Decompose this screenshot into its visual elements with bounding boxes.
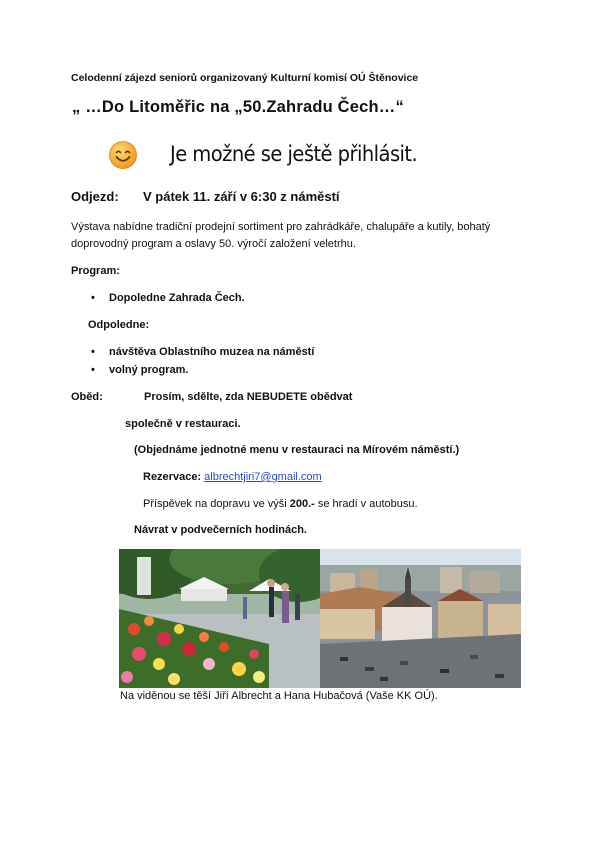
town-square-photo: [320, 549, 521, 688]
return-note: Návrat v podvečerních hodinách.: [134, 524, 307, 536]
trip-header: Celodenní zájezd seniorů organizovaný Kulturní komisí OÚ Štěnovice: [71, 72, 419, 84]
afternoon-label: Odpoledne:: [88, 319, 150, 331]
bullet-dot: •: [91, 292, 95, 304]
program-item-text: návštěva Oblastního muzea na náměstí: [109, 346, 315, 358]
lunch-label: Oběd:: [71, 391, 103, 403]
program-item-text: Dopoledne Zahrada Čech.: [109, 292, 245, 304]
reservation-label: Rezervace:: [143, 471, 202, 483]
signature-line: Na viděnou se těší Jiří Albrecht a Hana Hubačová (Vaše KK OÚ).: [120, 690, 438, 702]
contribution-line: [143, 498, 418, 510]
lunch-text: Prosím, sdělte, zda NEBUDETE obědvat: [144, 391, 353, 403]
flower-exhibition-photo: [119, 549, 320, 688]
smiley-face-icon: [108, 140, 138, 170]
program-item-museum: [91, 346, 314, 358]
contribution-text: Příspěvek na dopravu ve výši: [143, 498, 290, 510]
departure-value: V pátek 11. září v 6:30 z náměstí: [143, 189, 340, 204]
lunch-text-continued: společně v restauraci.: [125, 418, 241, 430]
contribution-amount: 200.-: [289, 498, 315, 510]
program-label: Program:: [71, 265, 120, 277]
program-item-morning: [91, 292, 245, 304]
bullet-dot: •: [91, 364, 95, 376]
program-item-free: [91, 364, 188, 376]
event-description: Výstava nabídne tradiční prodejní sortiment pro zahrádkáře, chalupáře a kutily, bohatý doprovodný program a oslavy 50. výročí založení veletrhu.: [71, 221, 491, 250]
reservation-line: [143, 471, 322, 483]
departure-label: Odjezd:: [71, 189, 119, 204]
signup-notice: Je možné se ještě přihlásit.: [170, 142, 418, 166]
contribution-text-end: se hradí v autobusu.: [314, 498, 418, 510]
lunch-order-note: (Objednáme jednotné menu v restauraci na Mírovém náměstí.): [134, 444, 460, 456]
reservation-email-link[interactable]: albrechtjiri7@gmail.com: [204, 471, 322, 483]
trip-title: „ …Do Litoměřic na „50.Zahradu Čech…“: [72, 98, 404, 116]
program-item-text: volný program.: [109, 364, 189, 376]
bullet-dot: •: [91, 346, 95, 358]
